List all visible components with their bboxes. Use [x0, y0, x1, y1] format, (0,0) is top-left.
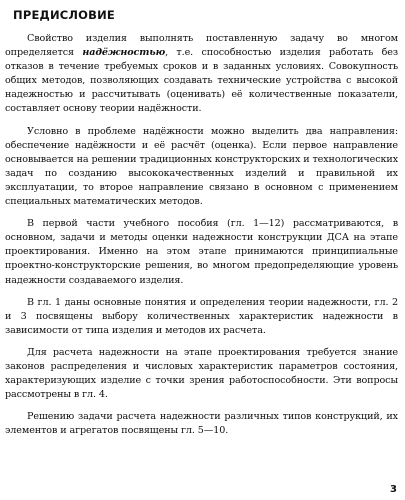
paragraph-5: Для расчета надежности на этапе проектирования требуется знание законов распределения и числовых характеристик параметров состояния, характеризующих изделие с точки зрения работоспособности. Эти вопросы рассмотрены в гл. 4. [5, 346, 398, 401]
paragraph-4: В гл. 1 даны основные понятия и определения теории надежности, гл. 2 и 3 посвящены выбору количественных характеристик надежности в зависимости от типа изделия и методов их расчета. [5, 296, 398, 336]
section-heading: ПРЕДИСЛОВИЕ [13, 8, 115, 22]
paragraph-2: Условно в проблеме надёжности можно выделить два направления: обеспечение надёжности и её расчёт (оценка). Если первое направление основывается на решении традиционных конструкторских и технологических задач по созданию высококачественных изделий и правильной их эксплуатации, то второе направление связано в основном с применением специальных математических методов. [5, 125, 399, 208]
page-number: 3 [390, 484, 397, 495]
paragraph-1-text-after: , т.е. способностью изделия работать без отказов в течение требуемых сроков и в заданных условиях. Совокупность общих методов, позволяющих создавать технические устройства с высокой надежностью и рассчитывать (оценивать) её количественные показатели, составляет основу теории надёжности. [5, 47, 399, 115]
paragraph-6: Решению задачи расчета надежности различных типов конструкций, их элементов и агрегатов посвящены гл. 5—10. [5, 411, 398, 437]
paragraph-3: В первой части учебного пособия (гл. 1—12) рассматриваются, в основном, задачи и методы оценки надежности конструкции ДСА на этапе проектирования. Именно на этом этапе принимаются принципиальные проектно-конструкторские решения, во многом предопределяющие уровень надежности создаваемого изделия. [5, 218, 398, 286]
paragraph-1 [5, 32, 398, 117]
paragraph-1-emphasis: надёжностью [82, 47, 166, 59]
paragraph-1-text-before: Свойство изделия выполнять поставленную задачу во многом определяется [5, 33, 398, 59]
